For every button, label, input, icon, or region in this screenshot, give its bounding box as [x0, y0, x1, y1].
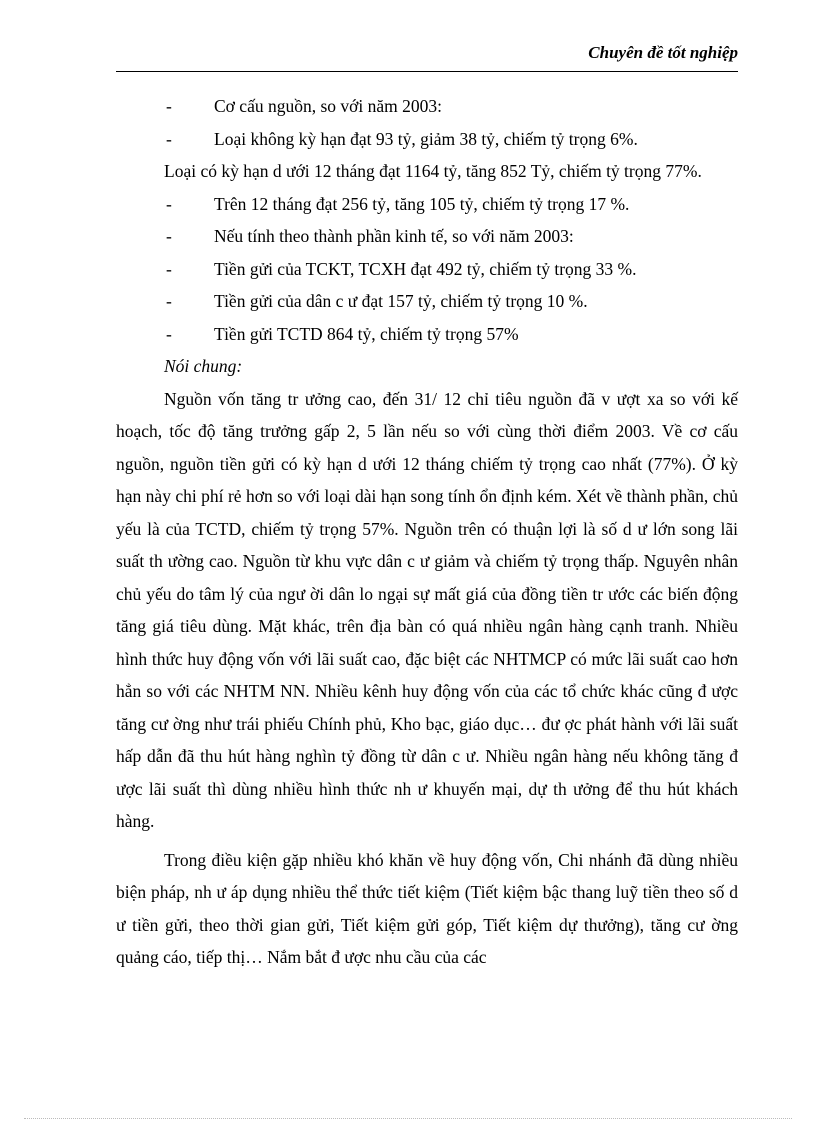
bullet-text: Nếu tính theo thành phần kinh tế, so với năm 2003:	[214, 226, 574, 246]
bullet-item	[116, 318, 738, 351]
bullet-item	[116, 90, 738, 123]
bullet-dash: -	[166, 128, 172, 149]
paragraph-term-deposits: Loại có kỳ hạn d ưới 12 tháng đạt 1164 tỷ, tăng 852 Tỷ, chiếm tỷ trọng 77%.	[164, 161, 702, 181]
bullet-dash: -	[166, 96, 172, 116]
bullet-dash: -	[166, 291, 172, 311]
paragraph-measures: Trong điều kiện gặp nhiều khó khăn về huy động vốn, Chi nhánh đã dùng nhiều biện pháp, nh ư áp dụng nhiều thể thức tiết kiệm (Tiết kiệm bậc thang luỹ tiền theo số d ư tiền gửi, theo thời gian gửi, Tiết kiệm gửi góp, Tiết kiệm dự thưởng), tăng cư ờng quảng cáo, tiếp thị… Nắm bắt đ ược nhu cầu của các	[116, 849, 738, 967]
bullet-text: Cơ cấu nguồn, so với năm 2003:	[214, 96, 443, 116]
bullet-item	[116, 253, 738, 286]
bullet-dash: -	[166, 226, 172, 246]
bullet-dash: -	[166, 323, 172, 344]
document-body	[116, 90, 738, 974]
footer-divider	[24, 1118, 792, 1119]
bullet-text: Tiền gửi của TCKT, TCXH đạt 492 tỷ, chiếm tỷ trọng 33 %.	[214, 258, 637, 279]
bullet-dash: -	[166, 193, 172, 214]
bullet-text: Trên 12 tháng đạt 256 tỷ, tăng 105 tỷ, chiếm tỷ trọng 17 %.	[214, 193, 630, 214]
header-divider	[116, 71, 738, 72]
bullet-text: Loại không kỳ hạn đạt 93 tỷ, giảm 38 tỷ, chiếm tỷ trọng 6%.	[214, 128, 638, 149]
bullet-item	[116, 188, 738, 221]
bullet-item	[116, 220, 738, 253]
subheading-summary: Nói chung:	[164, 356, 243, 376]
bullet-item	[116, 123, 738, 156]
bullet-text: Tiền gửi của dân c ư đạt 157 tỷ, chiếm tỷ trọng 10 %.	[214, 291, 588, 311]
paragraph-summary: Nguồn vốn tăng tr ưởng cao, đến 31/ 12 chỉ tiêu nguồn đã v ượt xa so với kế hoạch, tốc độ tăng trưởng gấp 2, 5 lần nếu so với cùng thời điểm 2003. Về cơ cấu nguồn, nguồn tiền gửi có kỳ hạn d ưới 12 tháng chiếm tỷ trọng cao nhất (77%). Ở kỳ hạn này chi phí rẻ hơn so với loại dài hạn song tính ổn định kém. Xét về thành phần, chủ yếu là của TCTD, chiếm tỷ trọng 57%. Nguồn trên có thuận lợi là số d ư lớn song lãi suất th ường cao. Nguồn từ khu vực dân c ư giảm và chiếm tỷ trọng thấp. Nguyên nhân chủ yếu do tâm lý của ngư ời dân lo ngại sự mất giá của đồng tiền tr ước các biến động tăng giá tiêu dùng. Mặt khác, trên địa bàn có quá nhiều ngân hàng cạnh tranh. Nhiều hình thức huy động vốn với lãi suất cao, đặc biệt các NHTMCP có mức lãi suất cao hơn hẳn so với các NHTM NN. Nhiều kênh huy động vốn của các tổ chức khác cũng đ ược tăng cư ờng như trái phiếu Chính phủ, Kho bạc, giáo dục… đư ợc phát hành với lãi suất hấp dẫn đã thu hút hàng nghìn tỷ đồng từ dân c ư. Nhiều ngân hàng nếu không tăng đ ược lãi suất thì dùng nhiều hình thức nh ư khuyến mại, dự th ưởng để thu hút khách hàng.	[116, 388, 738, 831]
bullet-text: Tiền gửi TCTD 864 tỷ, chiếm tỷ trọng 57%	[214, 323, 519, 344]
bullet-dash: -	[166, 258, 172, 279]
bullet-item	[116, 285, 738, 318]
page-header-title: Chuyên đề tốt nghiệp	[588, 43, 738, 62]
